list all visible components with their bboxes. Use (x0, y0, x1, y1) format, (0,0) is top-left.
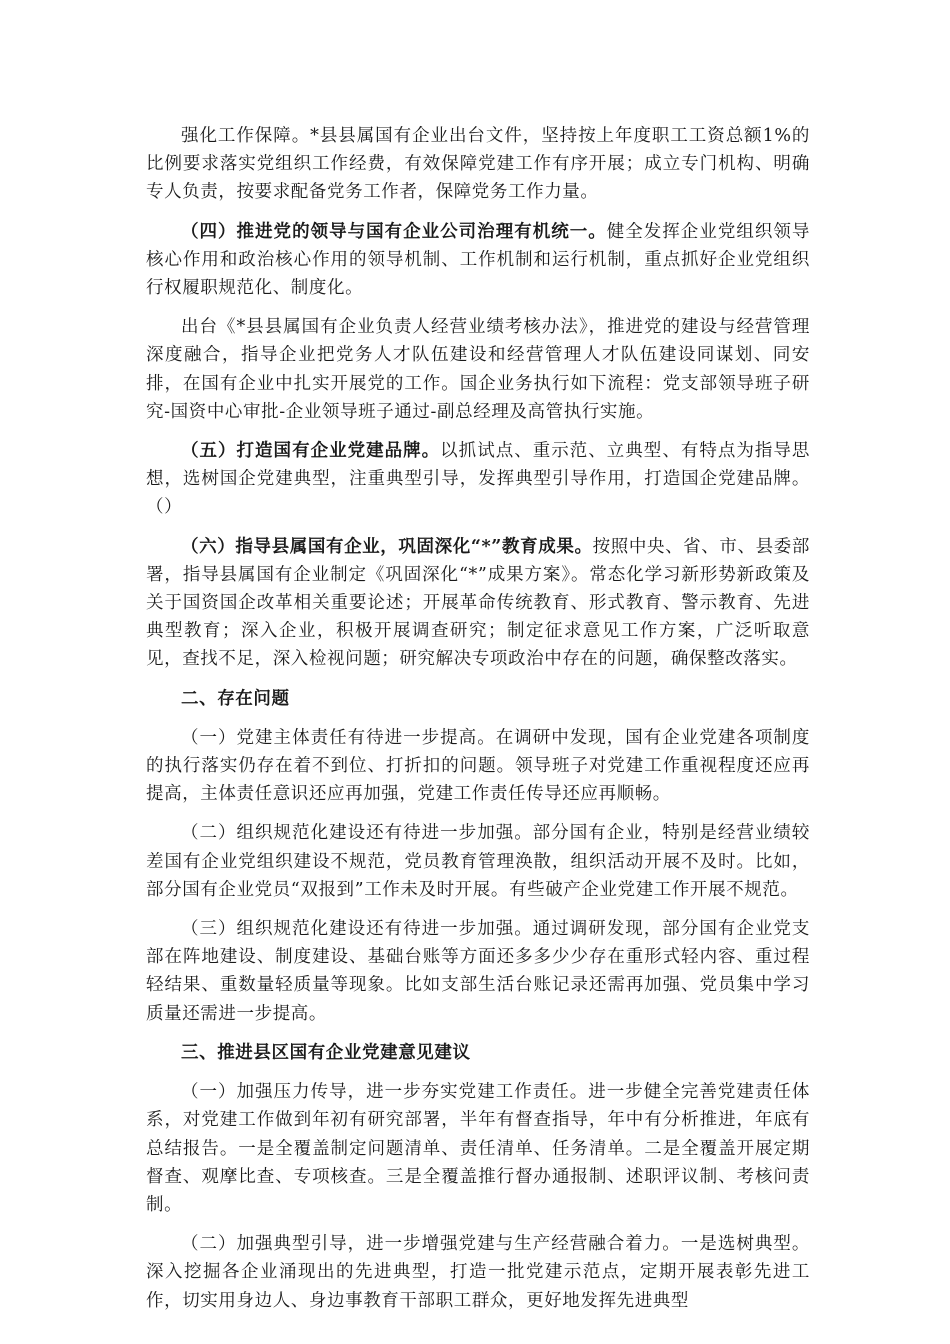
heading-existing-problems: 二、存在问题 (181, 688, 290, 709)
paragraph-text: 强化工作保障。*县县属国有企业出台文件，坚持按上年度职工工资总额1%的比例要求落实党组织工作经费，有效保障党建工作有序开展；成立专门机构、明确专人负责，按要求配备党务工作者，保障党务工作力量。 (146, 126, 810, 203)
paragraph-work-guarantee (146, 122, 810, 207)
paragraph-problem-2 (146, 819, 810, 904)
paragraph-section-4 (146, 218, 810, 303)
paragraph-text: 出台《*县县属国有企业负责人经营业绩考核办法》，推进党的建设与经营管理深度融合，指导企业把党务人才队伍建设和经营管理人才队伍建设同谋划、同安排，在国有企业中扎实开展党的工作。国企业务执行如下流程：党支部领导班子研究-国资中心审批-企业领导班子通过-副总经理及高管执行实施。 (146, 317, 810, 422)
paragraph-section-5 (146, 437, 810, 522)
paragraph-text: （三）组织规范化建设还有待进一步加强。通过调研发现，部分国有企业党支部在阵地建设、制度建设、基础台账等方面还多多少少存在重形式轻内容、重过程轻结果、重数量轻质量等现象。比如支部生活台账记录还需再加强、党员集中学习质量还需进一步提高。 (146, 919, 810, 1024)
paragraph-text: 按照中央、省、市、县委部署，指导县属国有企业制定《巩固深化“*”成果方案》。常态化学习新形势新政策及关于国资国企改革相关重要论述；开展革命传统教育、形式教育、警示教育、先进典型教育；深入企业，积极开展调查研究；制定征求意见工作方案，广泛听取意见，查找不足，深入检视问题；研究解决专项政治中存在的问题，确保整改落实。 (146, 536, 810, 670)
paragraph-text: （二）加强典型引导，进一步增强党建与生产经营融合着力。一是选树典型。深入挖掘各企业涌现出的先进典型，打造一批党建示范点，定期开展表彰先进工作，切实用身边人、身边事教育干部职工群众，更好地发挥先进典型 (146, 1234, 810, 1311)
paragraph-text: （一）党建主体责任有待进一步提高。在调研中发现，国有企业党建各项制度的执行落实仍存在着不到位、打折扣的问题。领导班子对党建工作重视程度还应再提高，主体责任意识还应再加强，党建工作责任传导还应再顺畅。 (146, 727, 810, 805)
document-body (146, 122, 810, 1326)
paragraph-problem-3 (146, 915, 810, 1028)
section-6-title: （六）指导县属国有企业，巩固深化“*”教育成果。 (181, 536, 593, 557)
heading-suggestions: 三、推进县区国有企业党建意见建议 (181, 1042, 471, 1063)
paragraph-text: 健全发挥企业党组织领导核心作用和政治核心作用的领导机制、工作机制和运行机制，重点抓好企业党组织行权履职规范化、制度化。 (146, 221, 810, 299)
paragraph-suggestion-1 (146, 1078, 810, 1219)
paragraph-text: （一）加强压力传导，进一步夯实党建工作责任。进一步健全完善党建责任体系，对党建工作做到年初有研究部署，半年有督查指导，年中有分析推进，年底有总结报告。一是全覆盖制定问题清单、责任清单、任务清单。二是全覆盖开展定期督查、观摩比查、专项核查。三是全覆盖推行督办通报制、述职评议制、考核问责制。 (146, 1082, 810, 1215)
paragraph-text: （二）组织规范化建设还有待进一步加强。部分国有企业，特别是经营业绩较差国有企业党组织建设不规范，党员教育管理涣散，组织活动开展不及时。比如，部分国有企业党员“双报到”工作未及时开展。有些破产企业党建工作开展不规范。 (146, 823, 810, 900)
paragraph-problem-1 (146, 724, 810, 809)
paragraph-assessment-measures (146, 313, 810, 426)
paragraph-text: 以抓试点、重示范、立典型、有特点为指导思想，选树国企党建典型，注重典型引导，发挥典型引导作用，打造国企党建品牌。（） (146, 441, 810, 518)
paragraph-suggestion-2 (146, 1230, 810, 1315)
section-4-title: （四）推进党的领导与国有企业公司治理有机统一。 (181, 221, 607, 242)
paragraph-section-6 (146, 533, 810, 674)
section-5-title: （五）打造国有企业党建品牌。 (181, 441, 441, 462)
